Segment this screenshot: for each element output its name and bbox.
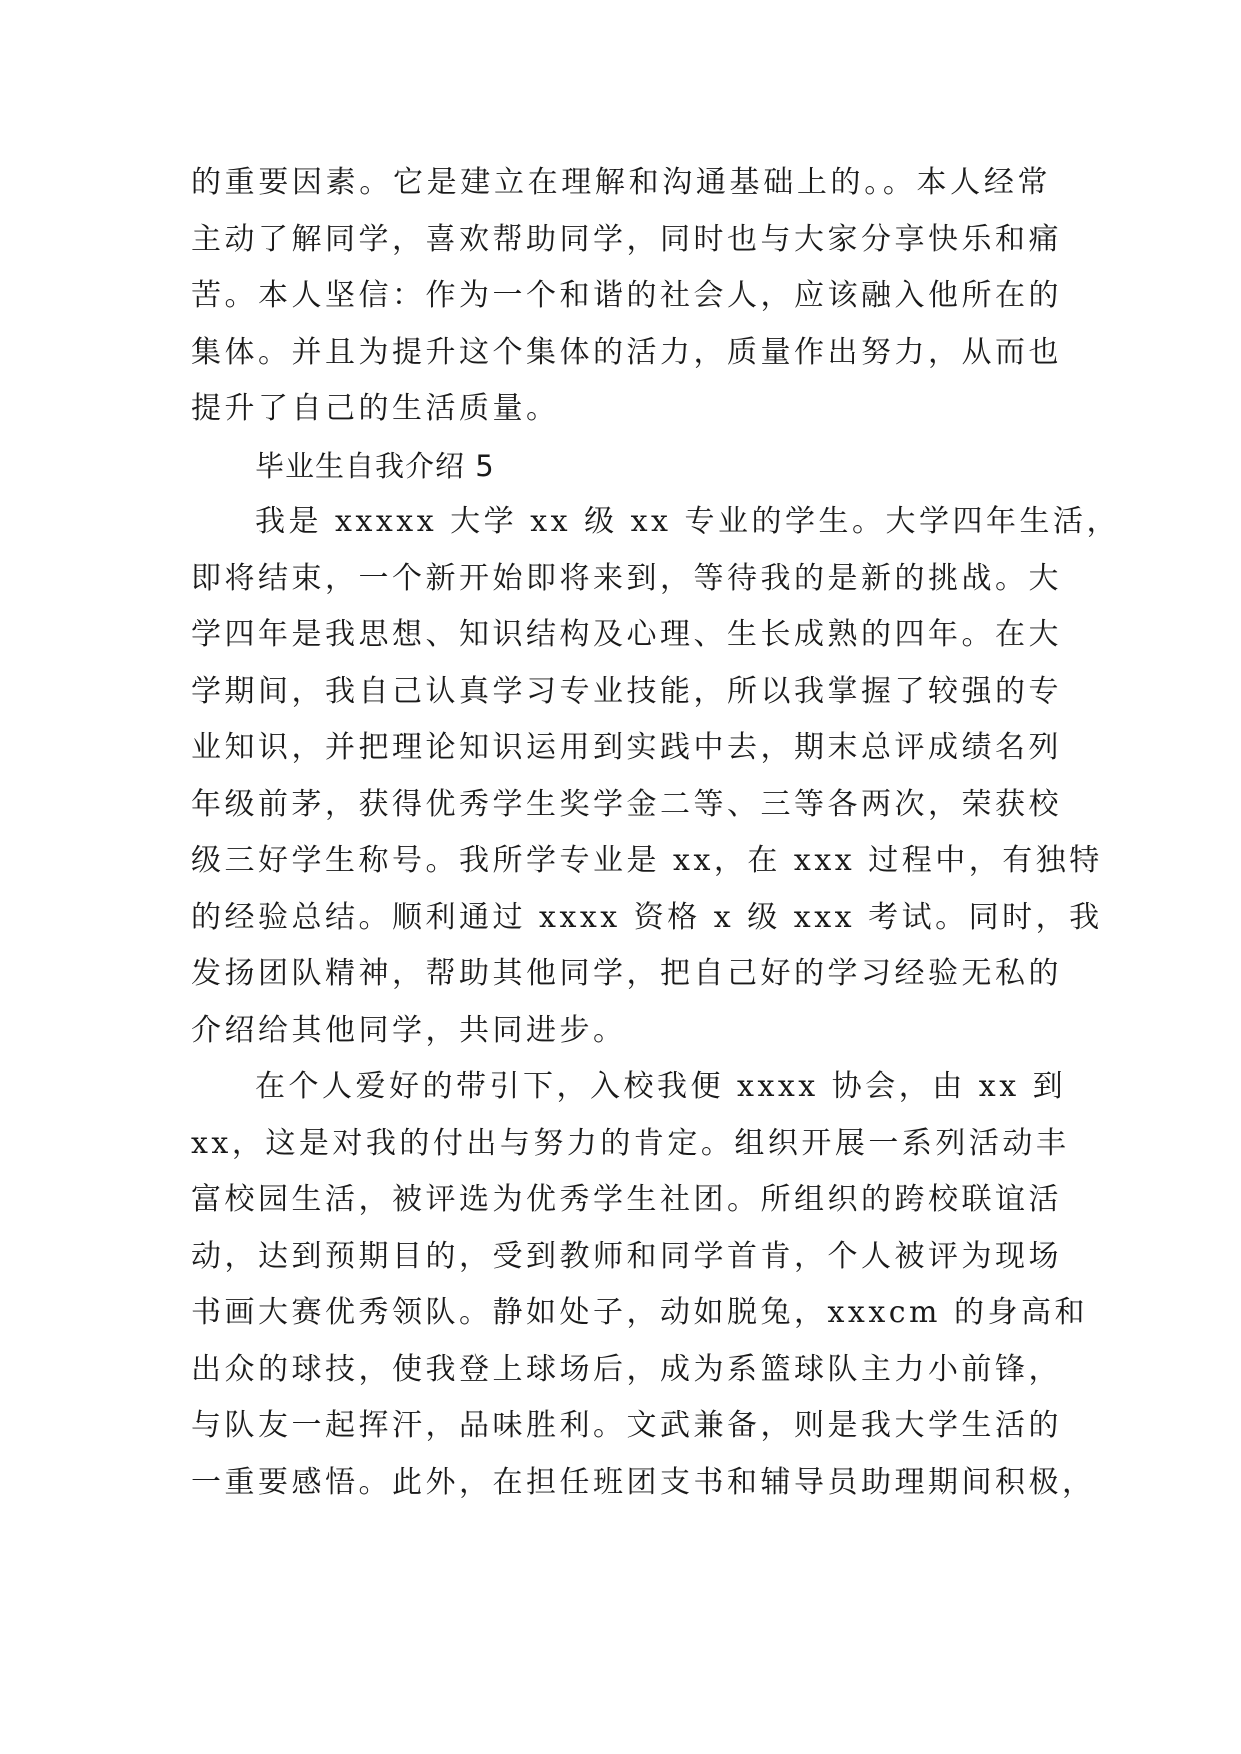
text-line: 在个人爱好的带引下，入校我便 xxxx 协会，由 xx 到 [255,1069,1067,1104]
text-line: 动，达到预期目的，受到教师和同学首肯，个人被评为现场 [191,1238,1062,1274]
text-line: 我是 xxxxx 大学 xx 级 xx 专业的学生。大学四年生活， [255,504,1120,539]
text-line: 书画大赛优秀领队。静如处子，动如脱兔，xxxcm 的身高和 [191,1295,1089,1330]
document-body [191,155,1120,1511]
text-line: 介绍给其他同学，共同进步。 [191,1012,627,1048]
text-line: 发扬团队精神，帮助其他同学，把自己好的学习经验无私的 [191,956,1062,991]
text-line: 集体。并且为提升这个集体的活力，质量作出努力，从而也 [191,334,1062,370]
paragraph-continuation [191,155,1062,438]
text-line: 主动了解同学，喜欢帮助同学，同时也与大家分享快乐和痛 [191,221,1062,257]
text-line: 一重要感悟。此外，在担任班团支书和辅导员助理期间积极， [191,1464,1096,1500]
text-line: 级三好学生称号。我所学专业是 xx，在 xxx 过程中，有独特 [191,843,1103,878]
text-line: 富校园生活，被评选为优秀学生社团。所组织的跨校联谊活 [191,1182,1062,1217]
text-line: 的重要因素。它是建立在理解和沟通基础上的。。本人经常 [191,165,1051,200]
text-line: 苦。本人坚信：作为一个和谐的社会人，应该融入他所在的 [191,278,1062,313]
text-line: 年级前茅，获得优秀学生奖学金二等、三等各两次，荣获校 [191,786,1062,822]
text-line: 的经验总结。顺利通过 xxxx 资格 x 级 xxx 考试。同时，我 [191,899,1103,935]
text-line: 学四年是我思想、知识结构及心理、生长成熟的四年。在大 [191,617,1062,652]
section-heading: 毕业生自我介绍 5 [255,448,495,483]
text-line: 出众的球技，使我登上球场后，成为系篮球队主力小前锋， [191,1351,1062,1387]
text-line: 提升了自己的生活质量。 [191,391,560,426]
text-line: 学期间，我自己认真学习专业技能，所以我掌握了较强的专 [191,673,1062,709]
text-line: 与队友一起挥汗，品味胜利。文武兼备，则是我大学生活的 [191,1408,1062,1443]
text-line: xx，这是对我的付出与努力的肯定。组织开展一系列活动丰 [191,1125,1070,1161]
paragraph [191,1059,1096,1511]
paragraph [191,494,1120,1059]
text-line: 即将结束，一个新开始即将来到，等待我的是新的挑战。大 [191,560,1062,596]
text-line: 业知识，并把理论知识运用到实践中去，期末总评成绩名列 [191,730,1062,765]
